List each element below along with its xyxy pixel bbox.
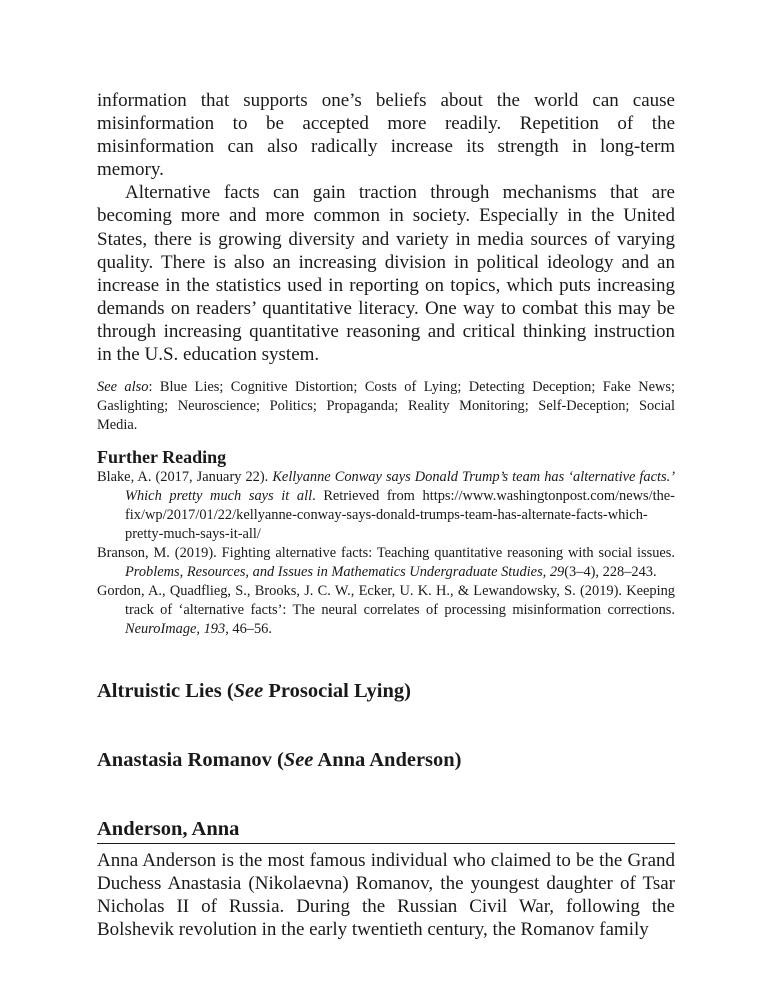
document-page — [97, 89, 675, 942]
heading-text: Anastasia Romanov ( — [97, 749, 284, 772]
anderson-paragraph: Anna Anderson is the most famous individual who claimed to be the Grand Duchess Anastasia (Nikolaevna) Romanov, the youngest daughter of Tsar Nicholas II of Russia. During the Russian Civil War, following the Bolshevik revolution in the early twentieth century, the Romanov family — [97, 850, 675, 941]
reference-text: , 46–56. — [225, 621, 272, 638]
reference-title: Problems, Resources, and Issues in Mathematics Undergraduate Studies, 29 — [125, 564, 565, 581]
reference-text: . Retrieved from https://www.washingtonpost.com/news/the-fix/wp/2017/01/22/kellyanne-conway-says-donald-trumps-team-has-alternate-facts-which-pretty-much-says-it-all/ — [125, 488, 675, 543]
heading-see: See — [283, 749, 314, 772]
body-paragraph-2: Alternative facts can gain traction through mechanisms that are becoming more and more common in society. Especially in the United States, there is growing diversity and variety in media sources of varying quality. There is also an increasing division in political ideology and an increase in the statistics used in reporting on topics, which puts increasing demands on readers’ quantitative literacy. One way to combat this may be through increasing quantitative reasoning and critical thinking instruction in the U.S. education system. — [97, 182, 675, 366]
reference-item — [97, 468, 675, 544]
reference-title: Kellyanne Conway says Donald Trump’s team has ‘alternative facts.’ Which pretty much says it all — [125, 469, 675, 505]
reference-title: NeuroImage, 193 — [125, 621, 226, 638]
body-paragraph-1: information that supports one’s beliefs about the world can cause misinformation to be accepted more readily. Repetition of the misinformation can also radically increase its strength in long-term memory. — [97, 90, 675, 181]
entry-heading-anderson-anna: Anderson, Anna — [97, 818, 240, 841]
reference-text: (3–4), 228–243. — [564, 564, 657, 581]
heading-rule — [97, 843, 675, 844]
reference-list — [97, 468, 675, 639]
entry-heading-altruistic-lies — [97, 679, 675, 704]
reference-text: Branson, M. (2019). Fighting alternative facts: Teaching quantitative reasoning with social issues. — [97, 545, 675, 562]
reference-text: Gordon, A., Quadflieg, S., Brooks, J. C. W., Ecker, U. K. H., & Lewandowsky, S. (2019). Keeping track of ‘alternative facts’: The neural correlates of processing misinformation corrections. — [97, 583, 675, 619]
see-also: See also: Blue Lies; Cognitive Distortion; Costs of Lying; Detecting Deception; Fake News; Gaslighting; Neuroscience; Politics; Propaganda; Reality Monitoring; Self-Deception; Social Media. — [97, 379, 675, 434]
heading-text: Anna Anderson) — [313, 749, 462, 772]
entry-heading-anastasia-romanov — [97, 748, 675, 773]
see-also-items: Blue Lies; Cognitive Distortion; Costs of Lying; Detecting Deception; Fake News; Gaslighting; Neuroscience; Politics; Propaganda; Reality Monitoring; Self-Deception; Social Media. — [97, 379, 675, 434]
heading-text: Prosocial Lying) — [263, 680, 411, 703]
reference-text: Blake, A. (2017, January 22). — [97, 469, 273, 486]
see-also-label: See also — [97, 379, 149, 396]
reference-item — [97, 582, 675, 639]
heading-see: See — [233, 680, 264, 703]
further-reading-heading: Further Reading — [97, 447, 227, 468]
heading-text: Altruistic Lies ( — [97, 680, 234, 703]
reference-item — [97, 544, 675, 582]
